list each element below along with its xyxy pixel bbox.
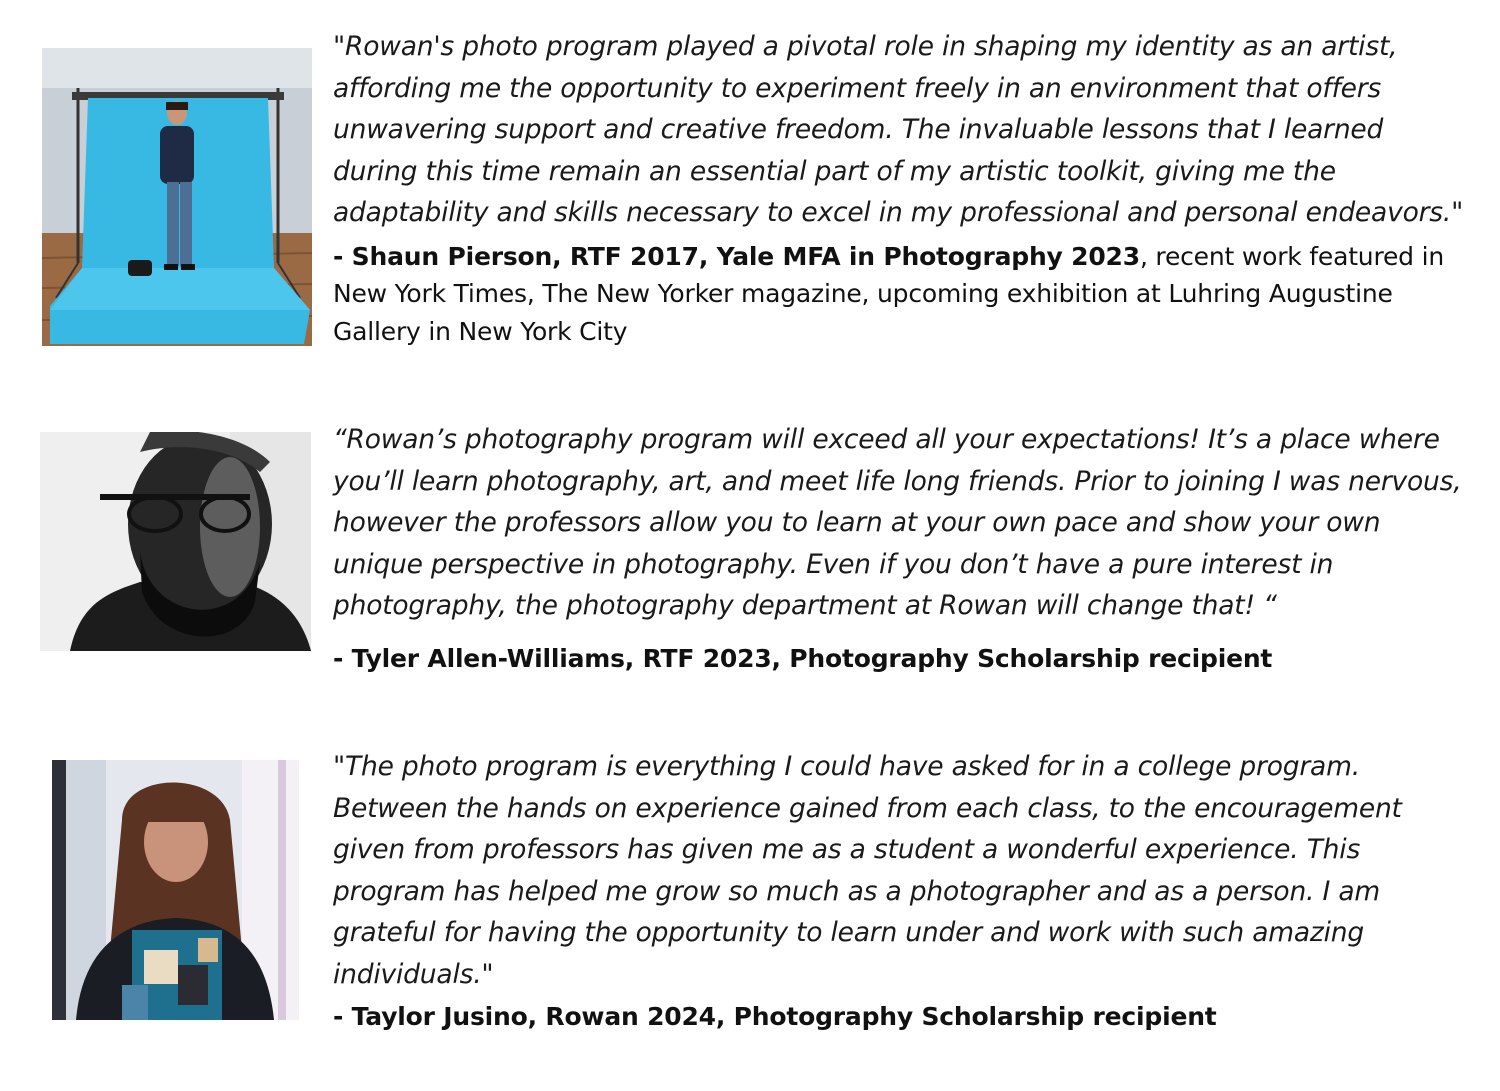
- testimonial-3-quote: "The photo program is everything I could have asked for in a college program. Between the hands on experience gained from each class, to the encouragement given from professors has given me as a student a wonderful experience. This program has helped me grow so much as a photographer and as a person. I am grateful for having the opportunity to learn under and work with such amazing individuals.": [333, 751, 1402, 990]
- testimonial-2-attribution: [333, 640, 1473, 678]
- testimonial-1-attribution-name: - Shaun Pierson, RTF 2017, Yale MFA in Photography 2023: [333, 241, 1140, 271]
- portrait-shaun-pierson: [42, 48, 312, 346]
- testimonial-2-quote: “Rowan’s photography program will exceed all your expectations! It’s a place where you’ll learn photography, art, and meet life long friends. Prior to joining I was nervous, however the professors allow you to learn at your own pace and show your own unique perspective in photography. Even if you don’t have a pure interest in photography, the photography department at Rowan will change that! “: [333, 424, 1462, 622]
- testimonial-2-attribution-name: - Tyler Allen-Williams, RTF 2023, Photography Scholarship recipient: [333, 643, 1273, 673]
- testimonial-1-attribution-details: , recent work featured in New York Times, The New Yorker magazine, upcoming exhibition at Luhring Augustine Gallery in New York City: [333, 241, 1444, 346]
- testimonial-1-quote: "Rowan's photo program played a pivotal role in shaping my identity as an artist, affording me the opportunity to experiment freely in an environment that offers unwavering support and creative freedom. The invaluable lessons that I learned during this time remain an essential part of my artistic toolkit, giving me the adaptability and skills necessary to excel in my professional and personal endeavors.": [333, 31, 1464, 229]
- testimonial-3-attribution-name: - Taylor Jusino, Rowan 2024, Photography Scholarship recipient: [333, 1001, 1217, 1031]
- testimonial-1-attribution: [333, 238, 1473, 351]
- portrait-tyler-allen-williams: [40, 432, 311, 651]
- portrait-taylor-jusino: [52, 760, 299, 1020]
- testimonial-3: [333, 746, 1473, 1035]
- testimonial-3-attribution: [333, 998, 1473, 1036]
- testimonial-1: [333, 26, 1473, 350]
- testimonial-2: [333, 419, 1473, 677]
